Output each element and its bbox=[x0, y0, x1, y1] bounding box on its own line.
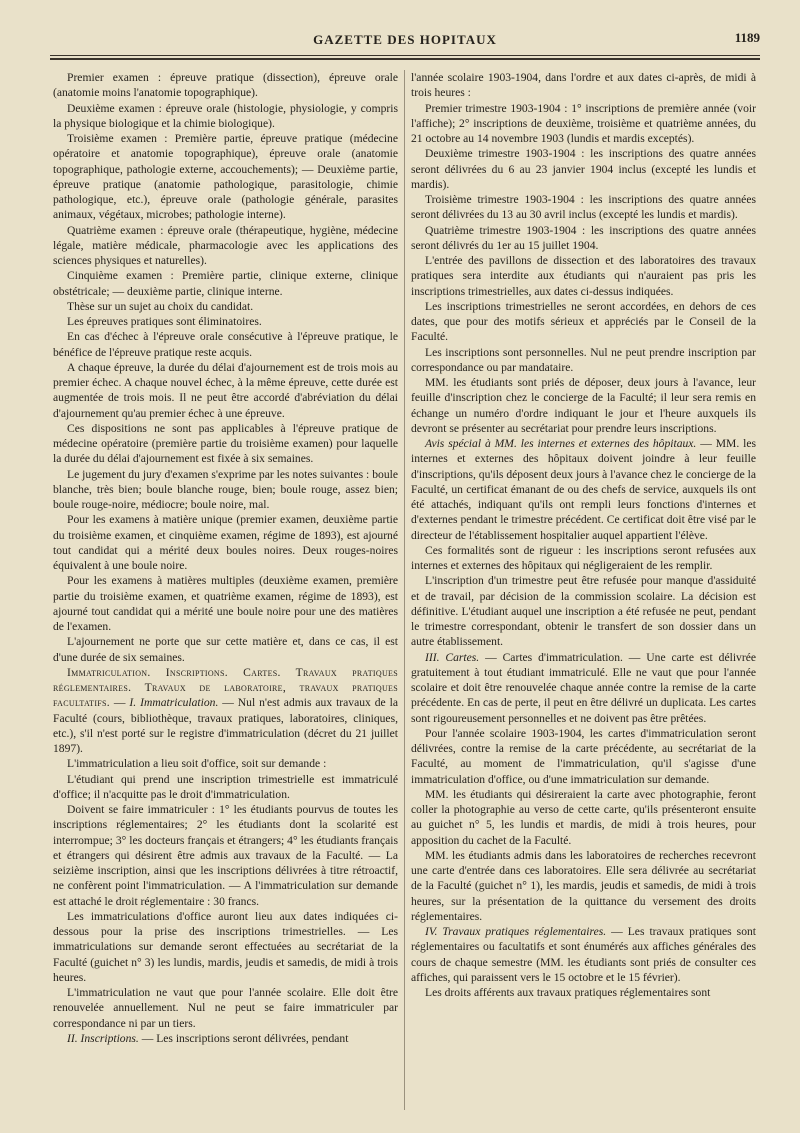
paragraph: Ces dispositions ne sont pas applicables à l'épreuve pratique de médecine opératoire (première partie du troisième examen) pour laquelle la durée du délai d'ajournement est fixée à six semaines. bbox=[53, 421, 398, 466]
paragraph: L'étudiant qui prend une inscription trimestrielle est immatriculé d'office; il n'acquitte pas le droit d'immatriculation. bbox=[53, 772, 398, 801]
subsection-title: III. Cartes. bbox=[425, 650, 480, 664]
paragraph: Cinquième examen : Première partie, clinique externe, clinique obstétricale; — deuxième partie, clinique interne. bbox=[53, 269, 398, 298]
paragraph: Les épreuves pratiques sont éliminatoires. bbox=[67, 315, 262, 328]
paragraph: Les inscriptions sont personnelles. Nul ne peut prendre inscription par correspondance ou par mandataire. bbox=[411, 345, 756, 374]
subsection-title: IV. Travaux pratiques réglementaires. bbox=[425, 925, 607, 938]
header-rule-thin bbox=[50, 55, 760, 56]
notice-title: Avis spécial à MM. les internes et externes des hôpitaux. bbox=[425, 437, 697, 450]
paragraph: MM. les étudiants sont priés de déposer, deux jours à l'avance, leur feuille d'inscription chez le concierge de la Faculté; il leur sera remis en échange un numéro d'ordre indiquant le jour et l'heure auxquels ils devront se présenter au secrétariat pour prendre leurs inscriptions. bbox=[411, 376, 756, 435]
paragraph: Troisième examen : Première partie, épreuve pratique (médecine opératoire et anatomie topographique), épreuve orale (anatomie topographique, pathologie externe, accouchements); — Deuxième partie, épreuve pratique (anatomie pathologique, parasitologie, chimie pathologique, etc.), épreuve orale (pathologie générale, parasites animaux, végétaux, microbes; pathologie interne). bbox=[53, 132, 398, 222]
paragraph: Quatrième examen : épreuve orale (thérapeutique, hygiène, médecine légale, matière médicale, pharmacologie avec les applications des sciences physiques et naturelles). bbox=[53, 223, 398, 267]
paragraph: L'immatriculation ne vaut que pour l'année scolaire. Elle doit être renouvelée annuellement. Nul ne peut se faire immatriculer par correspondance ni par un tiers. bbox=[53, 986, 398, 1030]
paragraph: Deuxième examen : épreuve orale (histologie, physiologie, y compris la physique biologique et la chimie biologique). bbox=[53, 101, 398, 130]
paragraph: Premier trimestre 1903-1904 : 1° inscriptions de première année (voir l'affiche); 2° inscriptions de deuxième, troisième et quatrième années, du 21 octobre au 14 novembre 1903 (lundis et mardis exceptés). bbox=[411, 101, 756, 145]
paragraph: Pour les examens à matières multiples (deuxième examen, première partie du troisième examen, et quatrième examen, régime de 1893), est ajourné tout candidat qui a mérité une boule noire pour une des matières de l'examen. bbox=[53, 574, 398, 633]
paragraph: Les inscriptions trimestrielles ne seront accordées, en dehors de ces dates, que pour des motifs sérieux et appréciés par le Conseil de la Faculté. bbox=[411, 299, 756, 344]
paragraph: Pour les examens à matière unique (premier examen, deuxième partie du troisième examen, et cinquième examen, régime de 1893), est ajourné tout candidat qui a mérité deux boules noires. Deux rouges-noires équivalent à une boule noire. bbox=[53, 513, 398, 572]
paragraph-text: — Nul n'est admis aux travaux de la Faculté (cours, bibliothèque, travaux pratiques, laboratoires, cliniques, etc.), s'il n'est porté sur le registre d'immatriculation (décret du 21 juillet 1897). bbox=[53, 696, 398, 755]
paragraph: Premier examen : épreuve pratique (dissection), épreuve orale (anatomie moins l'anatomie topographique). bbox=[53, 71, 398, 100]
paragraph: L'inscription d'un trimestre peut être refusée pour manque d'assiduité et de travail, par décision de la commission scolaire. La décision est définitive. L'étudiant auquel une inscription a été refusée ne peut, pendant le trimestre correspondant, obtenir le transfert de son dossier dans un autre établissement. bbox=[411, 574, 756, 649]
paragraph-text: — Les inscriptions seront délivrées, pendant bbox=[138, 1031, 349, 1045]
subsection-title: I. Immatriculation. bbox=[129, 696, 219, 710]
paragraph: MM. les étudiants qui désireraient la carte avec photographie, feront coller la photographie au verso de cette carte, qu'ils présenteront ensuite au guichet n° 5, les lundis et mardis, de midi à trois heures, pour apposition du cachet de la Faculté. bbox=[411, 787, 756, 847]
paragraph bbox=[411, 650, 756, 726]
paragraph: Thèse sur un sujet au choix du candidat. bbox=[67, 299, 254, 313]
page-title: GAZETTE DES HOPITAUX bbox=[313, 32, 497, 47]
paragraph: Pour l'année scolaire 1903-1904, les cartes d'immatriculation seront délivrées, contre la remise de la carte précédente, au secrétariat de la Faculté, au moment de l'immatriculation, qu'il s'agisse d'une immatriculation d'office, ou d'une immatriculation sur demande. bbox=[411, 726, 756, 786]
paragraph-text: — Cartes d'immatriculation. — Une carte est délivrée gratuitement à tout étudiant immatriculé. Elle ne vaut que pour l'année scolaire et doit être renouvelée chaque année contre la remise de la carte précédente. En cas de perte, il peut en être délivré un duplicata. Les cartes sont rigoureusement personnelles et ne doivent pas être prêtées. bbox=[411, 650, 756, 725]
subsection-title: II. Inscriptions. bbox=[67, 1031, 139, 1045]
paragraph-text: — MM. les internes et externes des hôpitaux doivent joindre à leur feuille d'inscriptions, qu'ils déposent deux jours à l'avance chez le concierge de la Faculté, un certificat émanant de ou des chefs de service, auxquels ils ont été attachés, indiquant qu'ils ont rempli leurs fonctions d'internes et d'externes pendant le trimestre précédent. Ce certificat doit être visé par le directeur de l'établissement hospitalier auquel appartient l'élève. bbox=[411, 437, 756, 542]
paragraph: Doivent se faire immatriculer : 1° les étudiants pourvus de toutes les inscriptions réglementaires; 2° les étudiants dont la scolarité est interrompue; 3° les docteurs français et étrangers; 4° les étudiants français et étrangers qui désirent être admis aux travaux de la Faculté. — La seizième inscription, ainsi que les inscriptions délivrées à titre rétroactif, ne confèrent point l'immatriculation. — A l'immatriculation sur demande est attaché le droit réglementaire : 30 francs. bbox=[53, 803, 398, 908]
paragraph bbox=[53, 1031, 398, 1046]
right-column bbox=[411, 70, 756, 1115]
paragraph: L'immatriculation a lieu soit d'office, soit sur demande : bbox=[67, 757, 327, 771]
paragraph: A chaque épreuve, la durée du délai d'ajournement est de trois mois au premier échec. A chaque nouvel échec, à la même épreuve, cette durée est augmentée de trois mois. Il ne peut être accordé d'abréviation du délai d'ajournement qu'au premier échec à une épreuve. bbox=[53, 360, 398, 420]
section-paragraph: Immatriculation. Inscriptions. Cartes. Travaux pratiques réglementaires. Travaux de laboratoire, travaux pratiques facultatifs. — I. Immatriculation. — Nul n'est admis aux travaux de la Faculté (cours, bibliothèque, travaux pratiques, laboratoires, cliniques, etc.), s'il n'est porté sur le registre d'immatriculation (décret du 21 juillet 1897). bbox=[53, 665, 398, 755]
paragraph: L'entrée des pavillons de dissection et des laboratoires des travaux pratiques sera interdite aux étudiants qui n'auraient pas pris les inscriptions trimestrielles, aux dates ci-dessus indiquées. bbox=[411, 254, 756, 298]
paragraph: Le jugement du jury d'examen s'exprime par les notes suivantes : boule blanche, très bien; boule blanche rouge, bien; boule rouge, assez bien; boule rouge-noire, médiocre; boule noire, mal. bbox=[53, 467, 398, 511]
paragraph: l'année scolaire 1903-1904, dans l'ordre et aux dates ci-après, de midi à trois heures : bbox=[411, 71, 756, 100]
column-divider bbox=[404, 70, 405, 1110]
paragraph: En cas d'échec à l'épreuve orale consécutive à l'épreuve pratique, le bénéfice de l'épreuve pratique reste acquis. bbox=[53, 330, 398, 359]
left-column bbox=[53, 70, 398, 1115]
header-rule-thick bbox=[50, 58, 760, 60]
page-header bbox=[50, 30, 760, 52]
paragraph: L'ajournement ne porte que sur cette matière et, dans ce cas, il est d'une durée de six semaines. bbox=[53, 635, 398, 664]
paragraph: Les immatriculations d'office auront lieu aux dates indiquées ci-dessous pour la prise des inscriptions trimestrielles. — Les immatriculations sur demande seront effectuées au secrétariat de la Faculté (guichet n° 3) les lundis, mardis, jeudis et samedis, de midi à trois heures. bbox=[53, 909, 398, 984]
paragraph: Les droits afférents aux travaux pratiques réglementaires sont bbox=[425, 986, 711, 999]
paragraph: MM. les étudiants admis dans les laboratoires de recherches recevront une carte d'entrée dans ces laboratoires. Elle sera délivrée au secrétariat de la Faculté (guichet n° 1), les mardis, jeudis et samedis, de midi à trois heures, sur la présentation de la quittance du versement des droits réglementaires. bbox=[411, 848, 756, 923]
paragraph: Quatrième trimestre 1903-1904 : les inscriptions des quatre années seront délivrés du 1er au 15 juillet 1904. bbox=[411, 223, 756, 252]
paragraph-text: — Les travaux pratiques sont réglementaires ou facultatifs et sont énumérés aux affiches générales des cours de chaque semestre (MM. les étudiants sont priés de consulter ces affiches, qui paraissent vers le 15 octobre et le 15 février). bbox=[411, 925, 756, 984]
paragraph bbox=[411, 924, 756, 985]
paragraph: Troisième trimestre 1903-1904 : les inscriptions des quatre années seront délivrées du 13 au 30 avril inclus (excepté les lundis et mardis). bbox=[411, 193, 756, 222]
paragraph bbox=[411, 436, 756, 543]
paragraph: Ces formalités sont de rigueur : les inscriptions seront refusées aux internes et externes des hôpitaux qui négligeraient de les remplir. bbox=[411, 543, 756, 572]
paragraph: Deuxième trimestre 1903-1904 : les inscriptions des quatre années seront délivrées du 6 au 23 janvier 1904 inclus (excepté les lundis et mardis). bbox=[411, 147, 756, 191]
section-heading: Immatriculation. Inscriptions. Cartes. Travaux pratiques réglementaires. Travaux de laboratoire, travaux pratiques facultatifs. bbox=[53, 665, 398, 710]
page-number: 1189 bbox=[734, 30, 760, 45]
